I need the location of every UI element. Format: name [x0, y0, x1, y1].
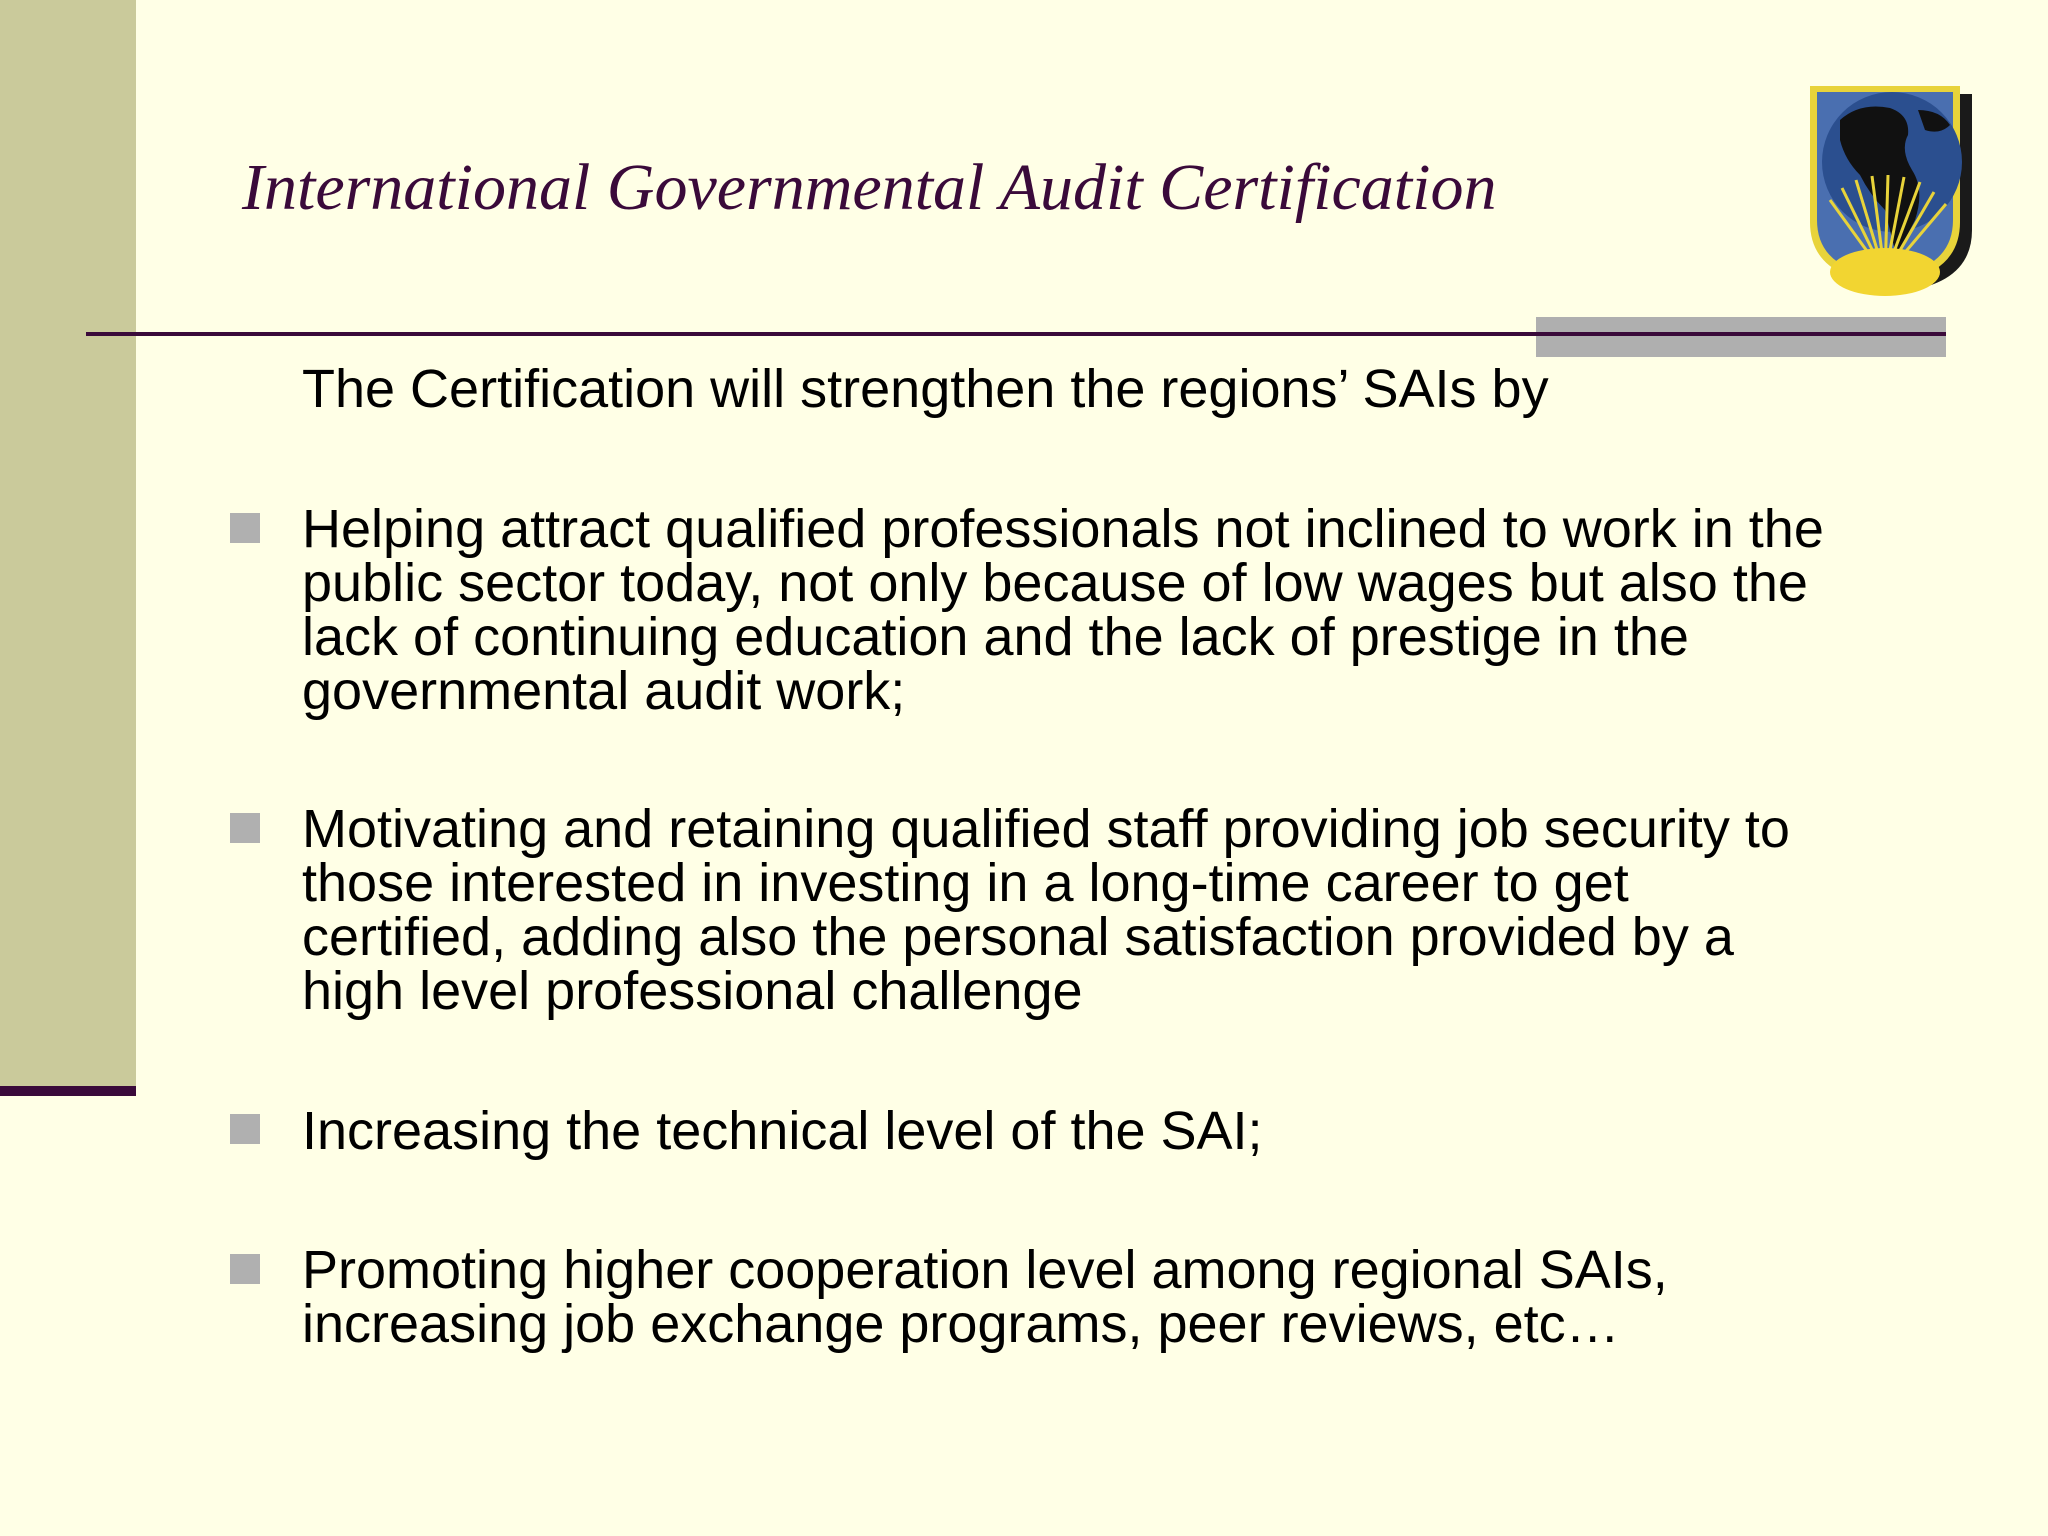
slide-title: International Governmental Audit Certification — [242, 151, 1497, 224]
bullet-2-line-1: Motivating and retaining qualified staff providing job security to — [302, 799, 1790, 859]
intro-text: The Certification will strengthen the regions’ SAIs by — [302, 359, 1549, 419]
bullet-1-line-2: public sector today, not only because of low wages but also the — [302, 553, 1808, 613]
bullet-item-4 — [302, 1240, 1942, 1354]
bullet-2-line-3: certified, adding also the personal satisfaction provided by a — [302, 907, 1734, 967]
bullet-1-line-3: lack of continuing education and the lack of prestige in the — [302, 607, 1689, 667]
sidebar-rule — [0, 1086, 136, 1096]
bullet-marker — [230, 1114, 260, 1144]
bullet-1-line-1: Helping attract qualified professionals not inclined to work in the — [302, 499, 1824, 559]
bullet-2-line-4: high level professional challenge — [302, 961, 1083, 1021]
bullet-3-line-1: Increasing the technical level of the SAI; — [302, 1101, 1263, 1161]
bullet-item-3 — [302, 1101, 1942, 1161]
bullet-1-line-4: governmental audit work; — [302, 661, 906, 721]
bullet-4-line-2: increasing job exchange programs, peer reviews, etc… — [302, 1294, 1620, 1354]
bullet-marker — [230, 1254, 260, 1284]
bullet-item-2 — [302, 799, 1942, 1021]
left-sidebar-band — [0, 0, 136, 1086]
shield-globe-icon — [1800, 80, 1980, 300]
bullet-2-line-2: those interested in investing in a long-time career to get — [302, 853, 1629, 913]
title-divider-accent — [1536, 317, 1946, 357]
bullet-marker — [230, 813, 260, 843]
bullet-item-1 — [302, 499, 1942, 721]
title-divider-accent-line — [1536, 332, 1946, 336]
bullet-4-line-1: Promoting higher cooperation level among regional SAIs, — [302, 1240, 1668, 1300]
bullet-marker — [230, 513, 260, 543]
